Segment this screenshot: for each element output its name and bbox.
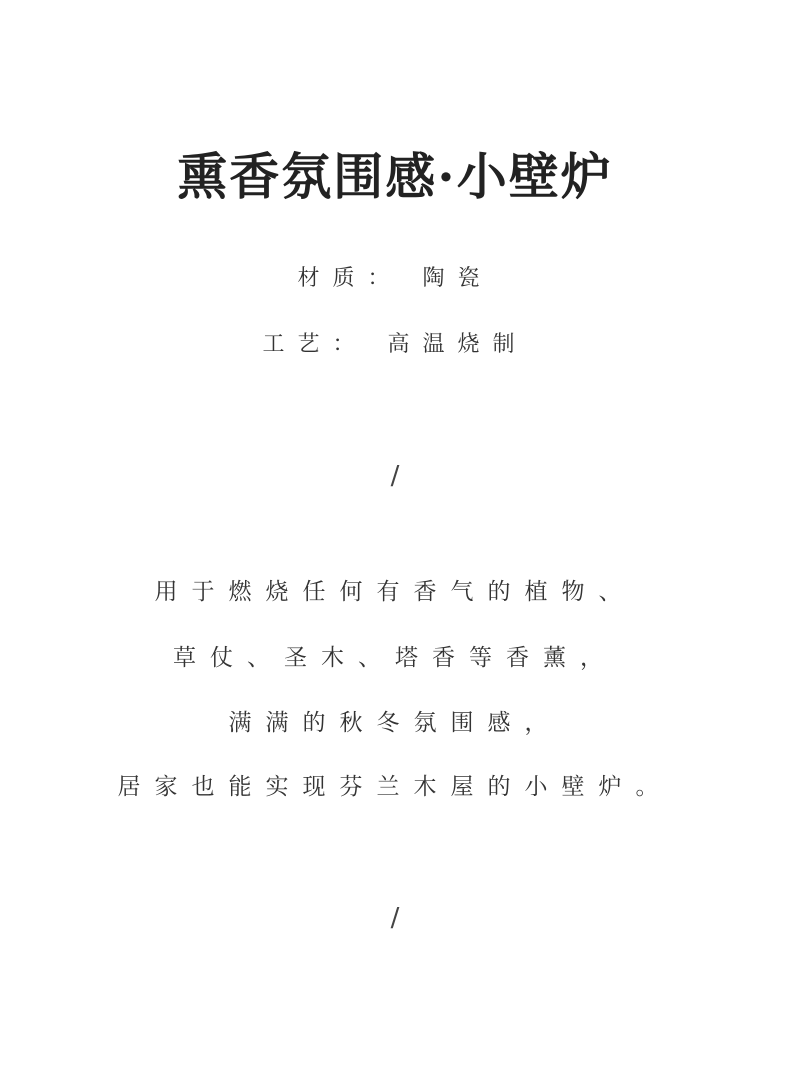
craft-spec: 工艺： 高温烧制 (262, 332, 528, 357)
description-line: 用于燃烧任何有香气的植物、 (154, 579, 636, 605)
page-title: 熏香氛围感·小壁炉 (177, 147, 613, 206)
description-line: 满满的秋冬氛围感， (228, 710, 562, 736)
slash-divider: / (390, 903, 400, 933)
material-spec: 材质： 陶瓷 (297, 266, 493, 291)
description-line: 居家也能实现芬兰木屋的小壁炉。 (117, 774, 673, 800)
slash-divider: / (390, 461, 400, 491)
description-line: 草仗、圣木、塔香等香薰， (173, 645, 617, 671)
